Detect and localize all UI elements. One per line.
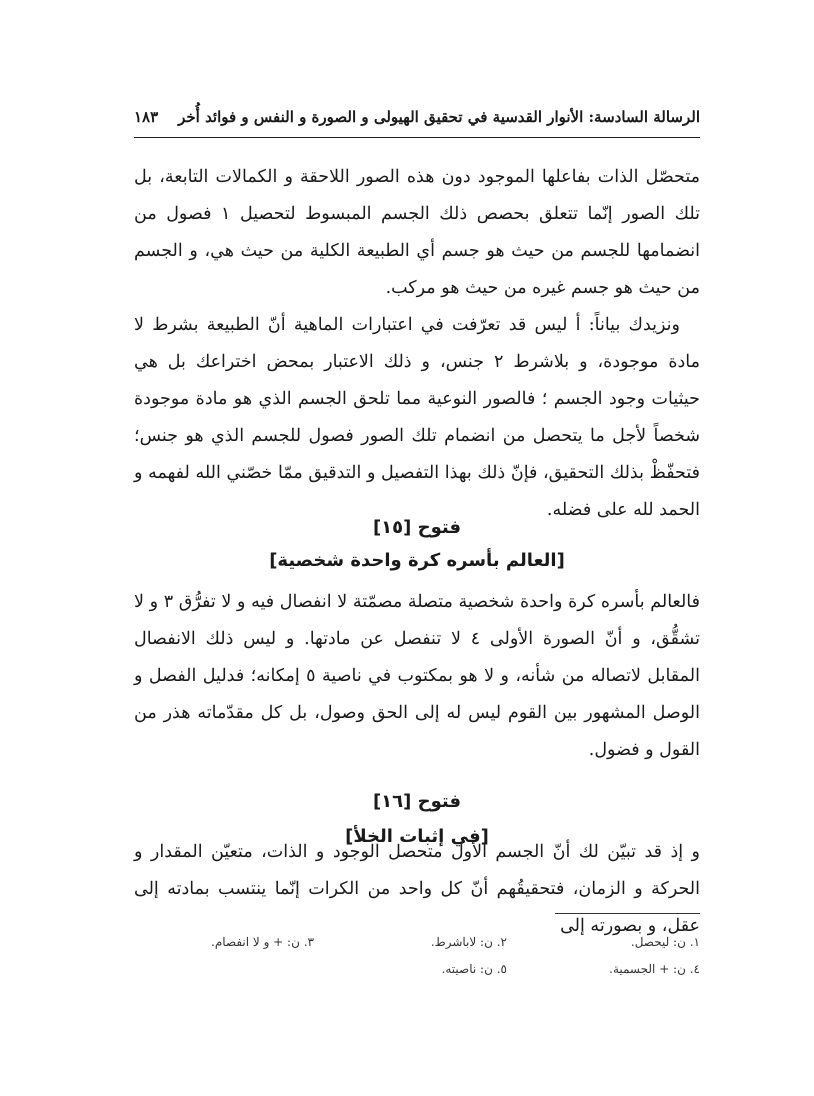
footnote-1: ١. ن: ليحصل. [630, 934, 700, 949]
page-header [134, 102, 700, 132]
footnote-5: ٥. ن: ناصيته. [441, 961, 507, 976]
paragraph-1: متحصّل الذات بفاعلها الموجود دون هذه الصور اللاحقة و الكمالات التابعة، بل تلك الصور إنّما تتعلق بحصص ذلك الجسم المبسوط لتحصيل ١ فصول من انضمامها للجسم من حيث هو جسم أي الطبيعة الكلية من حيث هي، و الجسم من حيث هو جسم غيره من حيث هو مركب. [134, 167, 700, 298]
section-15-subtitle: [العالم بأسره كرة واحدة شخصية] [269, 550, 565, 571]
section-15-text: فالعالم بأسره كرة واحدة شخصية متصلة مصمّتة لا انفصال فيه و لا تفرُّق ٣ و لا تشقُّق، و أنّ الصورة الأولى ٤ لا تنفصل عن مادتها. و ليس ذلك الانفصال المقابل لاتصاله من شأنه، و لا هو بمكتوب في ناصية ٥ إمكانه؛ فدليل الفصل و الوصل المشهور بين القوم ليس له إلى الحق وصول، بل كل مقدّماته هذر من القول و فضول. [134, 592, 700, 760]
footnote-row [134, 928, 700, 955]
footnote-3: ٣. ن: + و لا انفصام. [211, 934, 314, 949]
footnotes [134, 928, 700, 982]
paragraph-2: ونزيدك بياناً: أ ليس قد تعرّفت في اعتبارات الماهية أنّ الطبيعة بشرط لا مادة موجودة، و بلاشرط ٢ جنس، و ذلك الاعتبار بمحض اختراعك بل هي حيثيات وجود الجسم ؛ فالصور النوعية مما تلحق الجسم الذي هو مادة موجودة شخصاً لأجل ما يتحصل من انضمام تلك الصور فصول للجسم الذي هو جنس؛ فتحفّظْ بذلك التحقيق، فإنّ ذلك بهذا التفصيل و التدقيق ممّا خصّني الله لفهمه و الحمد لله على فضله. [134, 315, 700, 520]
page-number: ١٨٣ [134, 108, 159, 126]
header-rule [134, 137, 700, 138]
footnote-rule [555, 913, 700, 914]
footnote-row [134, 955, 700, 982]
section-16-subtitle: [في إثبات الخلأ] [345, 826, 489, 847]
footnote-2: ٢. ن: لاباشرط. [430, 934, 507, 949]
section-16-title: فتوح [١٦] [372, 791, 462, 812]
footnote-4: ٤. ن: + الجسمية. [609, 961, 700, 976]
running-title: الرسالة السادسة: الأنوار القدسية في تحقيق الهيولى و الصورة و النفس و فوائد أُخر [178, 108, 700, 126]
section-16-text: و إذ قد تبيّن لك أنّ الجسم الأول متحصل الوجود و الذات، متعيّن المقدار و الحركة و الزمان، فتحقيقُهم أنّ كل واحد من الكرات إنّما ينتسب بمادته إلى عقل، و بصورته إلى [134, 842, 700, 936]
section-15-title: فتوح [١٥] [372, 517, 462, 538]
